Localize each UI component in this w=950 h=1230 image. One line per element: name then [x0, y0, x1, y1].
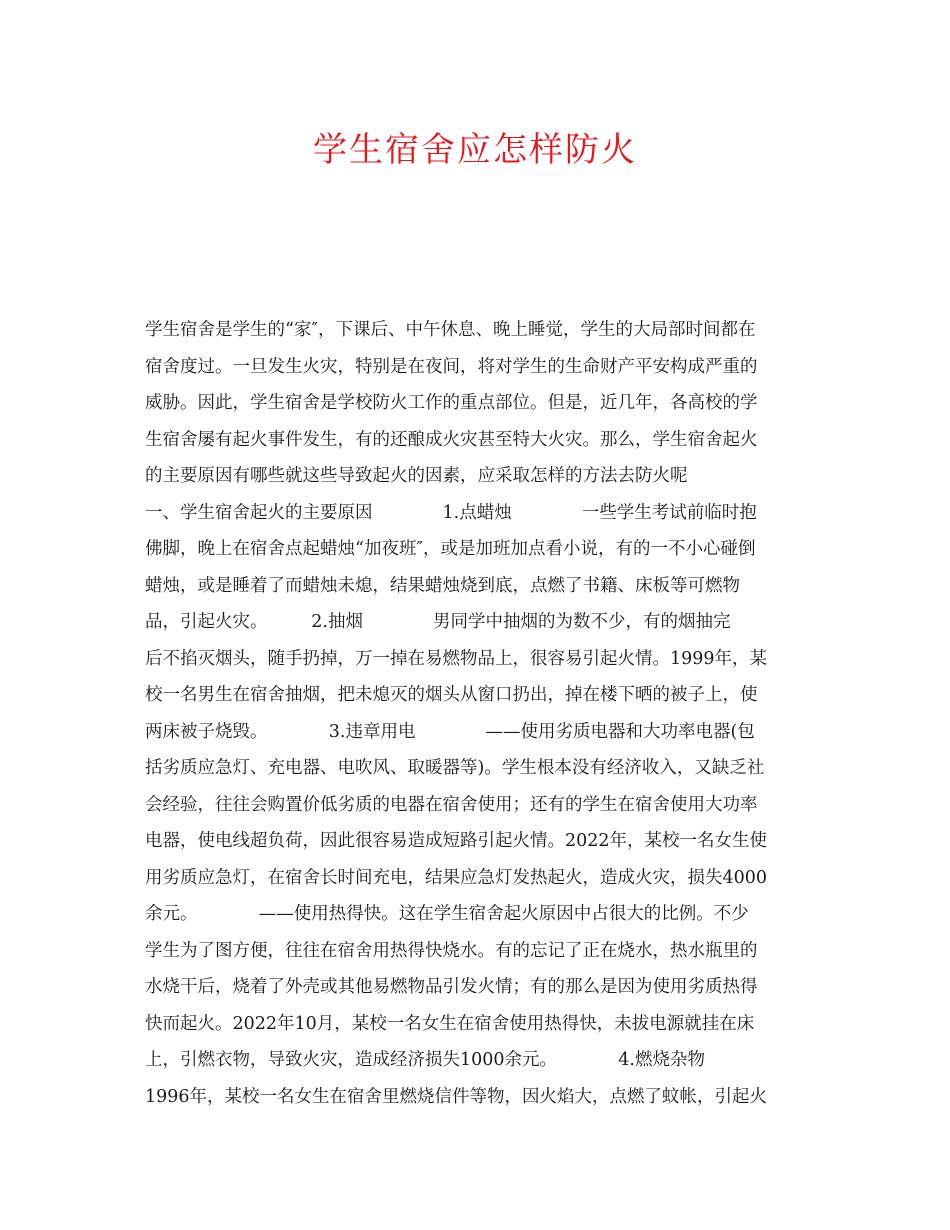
body-line: 后不掐灭烟头，随手扔掉，万一掉在易燃物品上，很容易引起火情。1999年，某	[145, 648, 768, 669]
body-line: 生宿舍屡有起火事件发生，有的还酿成火灾甚至特大火灾。那么，学生宿舍起火	[145, 429, 758, 450]
body-line: 会经验，往往会购置价低劣质的电器在宿舍使用；还有的学生在宿舍使用大功率	[145, 794, 758, 815]
body-line: 品，引起火灾。 2.抽烟 男同学中抽烟的为数不少，有的烟抽完	[145, 612, 731, 632]
body-line: 水烧干后，烧着了外壳或其他易燃物品引发火情；有的那么是因为使用劣质热得	[145, 977, 758, 997]
body-line: 威胁。因此，学生宿舍是学校防火工作的重点部位。但是，近几年，各高校的学	[145, 393, 758, 413]
body-line: 的主要原因有哪些就这些导致起火的因素，应采取怎样的方法去防火呢	[145, 466, 688, 486]
body-line: 宿舍度过。一旦发生火灾，特别是在夜间，将对学生的生命财产平安构成严重的	[145, 356, 758, 377]
body-line: 校一名男生在宿舍抽烟，把未熄灭的烟头从窗口扔出，掉在楼下晒的被子上，使	[145, 685, 758, 705]
page-title: 学生宿舍应怎样防火	[313, 130, 637, 170]
body-line: 1996年，某校一名女生在宿舍里燃烧信件等物，因火焰大，点燃了蚊帐，引起火	[145, 1086, 768, 1107]
body-line: 括劣质应急灯、充电器、电吹风、取暖器等)。学生根本没有经济收入，又缺乏社	[145, 758, 765, 778]
body-line: 上，引燃衣物，导致火灾，造成经济损失1000余元。 4.燃烧杂物	[145, 1050, 705, 1070]
body-line: 学生为了图方便，往往在宿舍用热得快烧水。有的忘记了正在烧水，热水瓶里的	[145, 940, 758, 961]
body-text	[145, 312, 805, 1115]
body-line: 一、学生宿舍起火的主要原因 1.点蜡烛 一些学生考试前临时抱	[145, 502, 757, 523]
body-line: 蜡烛，或是睡着了而蜡烛未熄，结果蜡烛烧到底，点燃了书籍、床板等可燃物	[145, 575, 740, 596]
body-line: 电器，使电线超负荷，因此很容易造成短路引起火情。2022年，某校一名女生使	[145, 831, 768, 851]
body-line: 两床被子烧毁。 3.违章用电 ——使用劣质电器和大功率电器(包	[145, 721, 755, 742]
body-line: 快而起火。2022年10月，某校一名女生在宿舍使用热得快，未拔电源就挂在床	[145, 1013, 755, 1034]
body-line: 用劣质应急灯，在宿舍长时间充电，结果应急灯发热起火，造成火灾，损失4000	[145, 867, 768, 888]
body-line: 学生宿舍是学生的“家″，下课后、中午休息、晚上睡觉，学生的大局部时间都在	[145, 320, 756, 340]
body-line: 佛脚，晚上在宿舍点起蜡烛“加夜班″，或是加班加点看小说，有的一不小心碰倒	[145, 539, 756, 559]
body-line: 余元。 ——使用热得快。这在学生宿舍起火原因中占很大的比例。不少	[145, 904, 749, 924]
